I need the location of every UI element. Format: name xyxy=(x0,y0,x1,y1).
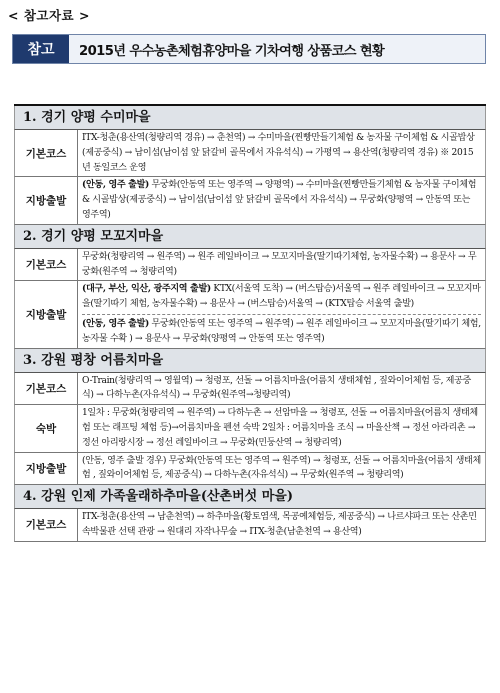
course-table xyxy=(14,104,486,542)
course-row xyxy=(14,373,486,406)
course-paragraph xyxy=(82,406,481,450)
course-row xyxy=(14,453,486,486)
course-paragraph xyxy=(82,282,481,312)
course-type-label: 지방출발 xyxy=(15,281,78,347)
course-description xyxy=(78,281,485,347)
course-row xyxy=(14,177,486,224)
course-type-label: 기본코스 xyxy=(15,373,78,405)
course-row xyxy=(14,249,486,282)
departure-origin: (안동, 영주 출발) xyxy=(82,179,149,191)
itinerary-text: ITX-청춘(용산역(청량리역 경유) → 춘천역) → 수미마을(찐빵만들기체험 & 농자물 구이체험 & 시골밥상(제공중식) → 남이섬(남이섬 앞 닭갈비 골목에서 자유석식) → 가평역 → 용산역(청량리역 경유) ※ 2015년 동일코스 운영 xyxy=(82,133,475,173)
title-banner xyxy=(12,34,486,64)
course-description xyxy=(78,453,485,485)
section-heading: 1. 경기 양평 수미마을 xyxy=(14,106,486,130)
course-row xyxy=(14,130,486,177)
itinerary-text: 무궁화(청량리역 → 원주역) → 원주 레일바이크 → 모꼬지마을(딸기따기체험, 농자물수확) → 용문사 → 무궁화(원주역 → 청량리역) xyxy=(82,251,477,277)
departure-origin: (안동, 영주 출발) xyxy=(82,317,149,329)
departure-origin: (대구, 부산, 익산, 광주지역 출발) xyxy=(82,283,211,295)
reference-label: < 참고자료 > xyxy=(8,8,90,23)
itinerary-text: 무궁화(안동역 또는 영주역 → 원주역) → 원주 레일바이크 → 모꼬지마을(딸기따기 체험, 농자물 수확 ) → 용문사 → 무궁화(양평역 → 안동역 또는 영주역) xyxy=(82,318,481,344)
course-type-label: 기본코스 xyxy=(15,130,78,176)
course-paragraph xyxy=(82,314,481,347)
course-type-label: 지방출발 xyxy=(15,177,78,223)
course-paragraph xyxy=(82,510,481,540)
itinerary-text: (안동, 영주 출발 경우) 무궁화(안동역 또는 영주역 → 원주역) → 청령포, 선돌 → 어름치마을(어름치 생태체험 , 짚와이어체험 등, 제공중식) → 다하누촌(자유석식) → 무궁화(원주역 → 청량리역) xyxy=(82,455,481,481)
course-description xyxy=(78,130,485,176)
section-heading: 2. 경기 양평 모꼬지마을 xyxy=(14,225,486,249)
course-row xyxy=(14,509,486,542)
course-description xyxy=(78,249,485,281)
course-paragraph xyxy=(82,374,481,404)
course-type-label: 기본코스 xyxy=(15,249,78,281)
itinerary-text: ITX-청춘(용산역 → 남춘천역) → 하추마을(황토염색, 목공예체험등, 제공중식) → 나르샤파크 또는 산촌민속박물관 선택 관광 → 원대리 자작나무숲 → ITX-청춘(남춘천역 → 용산역) xyxy=(82,512,477,537)
course-paragraph xyxy=(82,454,481,484)
section-heading: 3. 강원 평창 어름치마을 xyxy=(14,349,486,373)
itinerary-text: 무궁화(안동역 또는 영주역 → 양평역) → 수미마을(찐빵만들기체험 & 농자물 구이체험 & 시골밥상(제공중식) → 남이섬(남이섬 앞 닭갈비 골목에서 자유석식) → 무궁화(양평역 → 안동역 또는 영주역) xyxy=(82,180,477,220)
course-row xyxy=(14,405,486,452)
course-description xyxy=(78,177,485,223)
course-paragraph xyxy=(82,178,481,222)
course-paragraph xyxy=(82,250,481,280)
page-title: 2015년 우수농촌체험휴양마을 기차여행 상품코스 현황 xyxy=(79,43,385,59)
course-description xyxy=(78,509,485,541)
course-description xyxy=(78,373,485,405)
itinerary-text: KTX(서울역 도착) → (버스탑승)서울역 → 원주 레일바이크 → 모꼬지마을(딸기따기 체험, 농자물수확) → 용문사 → (버스탑승)서울역 → (KTX탑승 서울역 출발) xyxy=(82,284,481,310)
itinerary-text: O-Train(청량리역 → 영월역) → 청령포, 선돌 → 어름치마을(어름치 생태체험 , 짚와이어체험 등, 제공중식) → 다하누촌(자유석식) → 무궁화(원주역→청량리역) xyxy=(82,375,471,401)
course-type-label: 기본코스 xyxy=(15,509,78,541)
course-type-label: 지방출발 xyxy=(15,453,78,485)
section-heading: 4. 강원 인제 가족울래하추마을(산촌버섯 마을) xyxy=(14,485,486,509)
course-type-label: 숙박 xyxy=(15,405,78,451)
title-badge: 참고 xyxy=(13,35,69,63)
course-paragraph xyxy=(82,131,481,175)
course-description xyxy=(78,405,485,451)
itinerary-text: 1일차 : 무궁화(청량리역 → 원주역) → 다하누촌 → 선암마을 → 청령포, 선돌 → 어름치마을(어름치 생태체험 또는 래프팅 체험 등)→어름치마을 펜션 숙박 2일차 : 어름치마을 조식 → 마을산책 → 정선 아라리촌 → 정선 아리랑시장 → 정선 레일바이크 → 무궁화(민둥산역 → 청량리역) xyxy=(82,408,478,448)
course-row xyxy=(14,281,486,348)
